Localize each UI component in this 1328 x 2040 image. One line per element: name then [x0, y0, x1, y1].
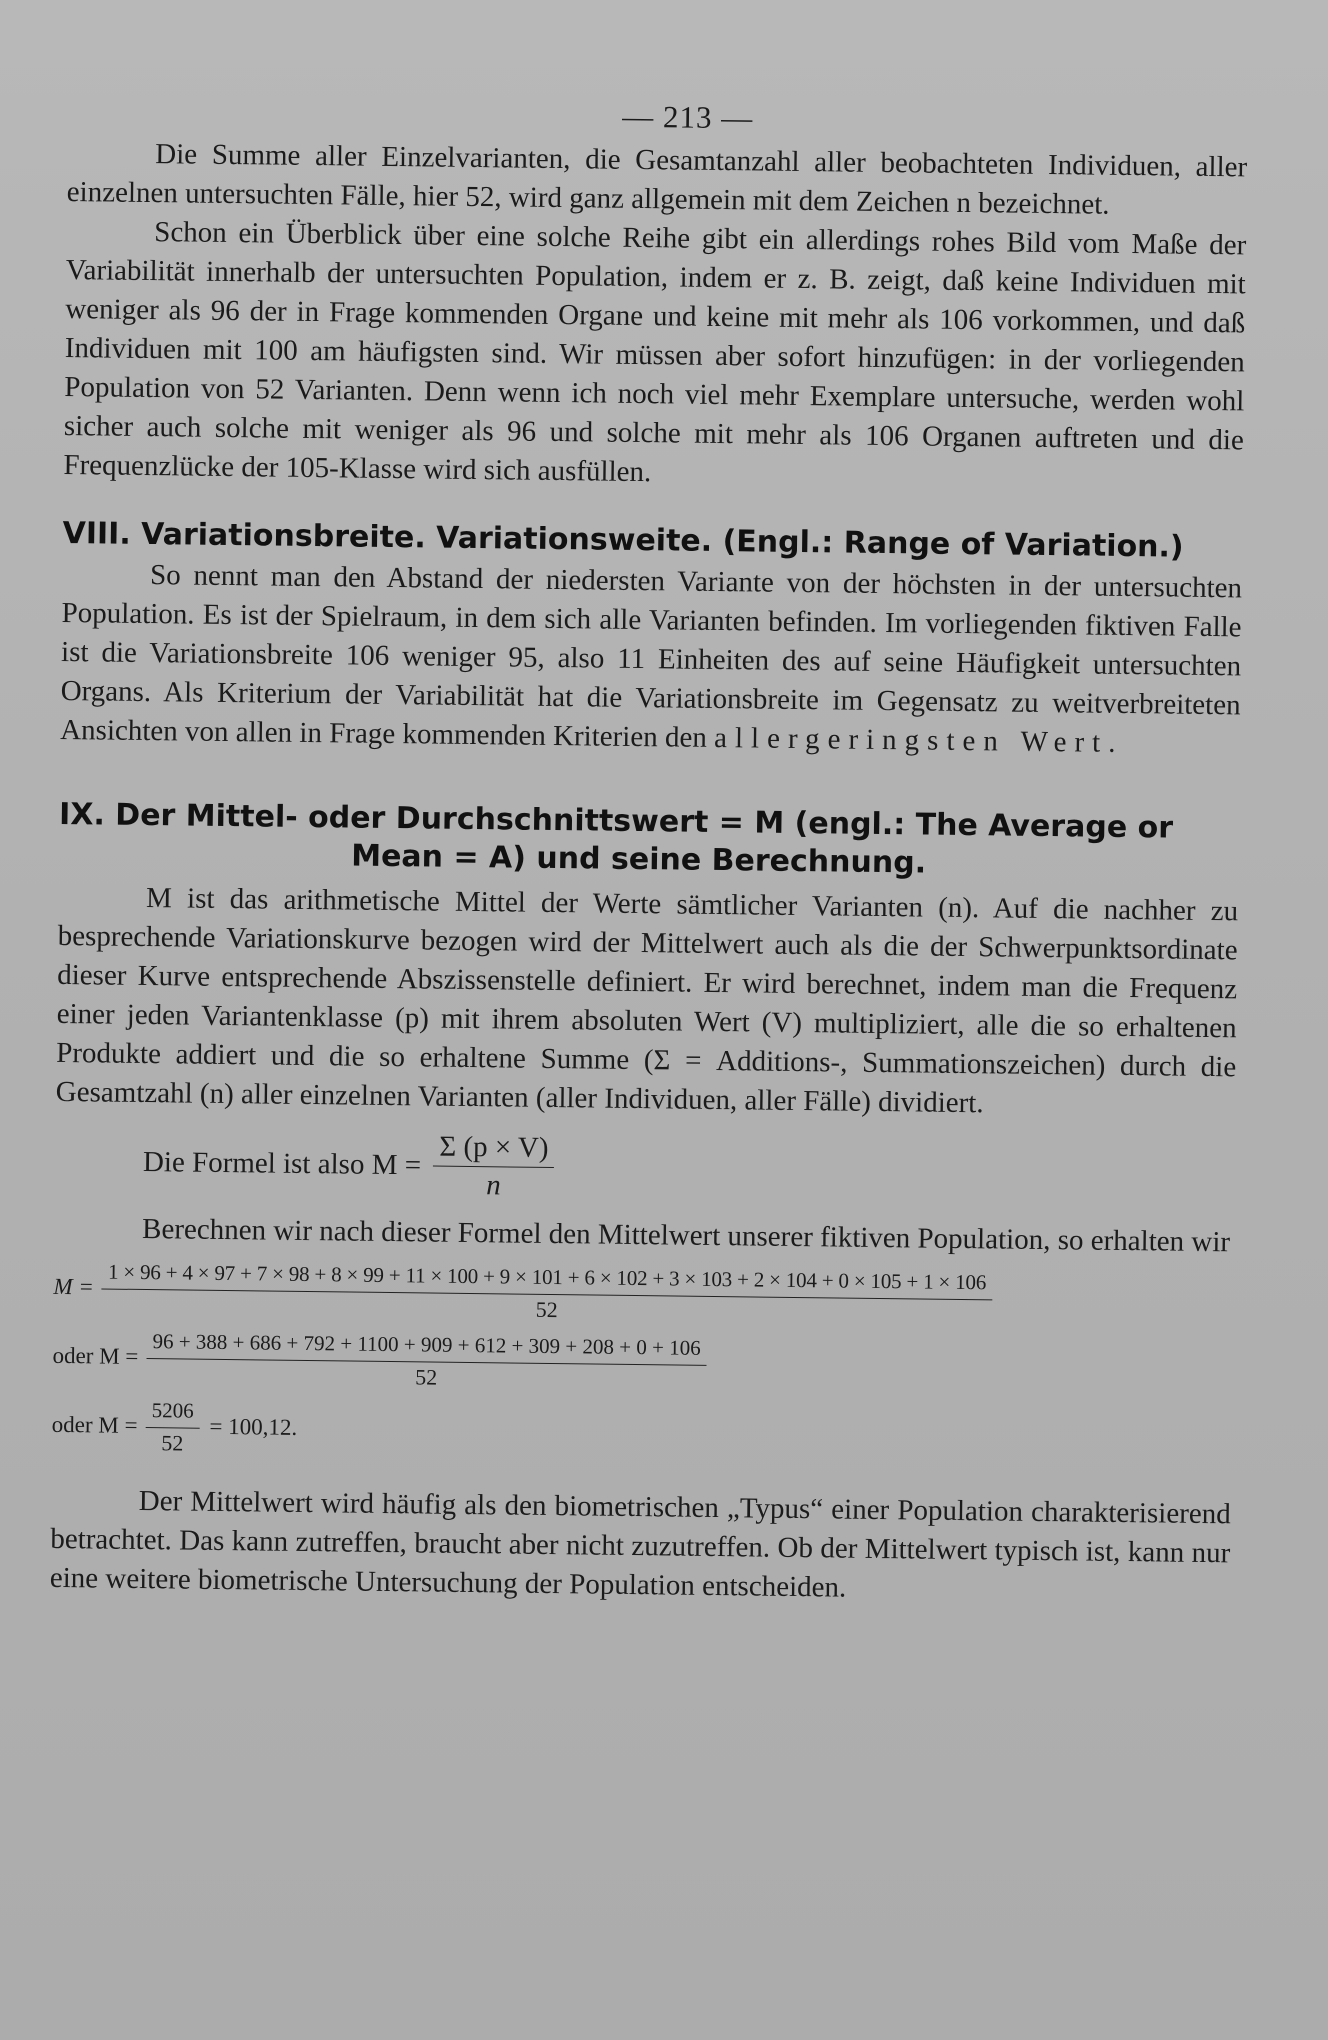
mean-formula	[55, 1126, 1236, 1211]
calc-2-fraction	[146, 1326, 707, 1394]
calc-3-lhs: oder M =	[51, 1411, 138, 1438]
paragraph-calculation-intro: Berechnen wir nach dieser Formel den Mittelwert unserer fiktiven Population, so erhalten wir	[141, 1212, 1231, 1259]
range-text-spaced: allergeringsten Wert.	[713, 721, 1124, 759]
paragraph-mean-definition: M ist das arithmetische Mittel der Werte sämtlicher Varianten (n). Auf die nachher zu besprechende Variationskurve bezogen wird der Mittelwert auch als die der Schwerpunktsordinate dieser Kurve entsprechende Abszissenstelle definiert. Er wird berechnet, indem man die Frequenz einer jeden Variantenklasse (p) mit ihrem absoluten Wert (V) multipliziert, alle die so erhaltenen Produkte addiert und die so erhaltene Summe (Σ = Additions-, Summationszeichen) durch die Gesamtzahl (n) aller einzelnen Varianten (aller Individuen, aller Fälle) dividiert.	[55, 882, 1239, 1120]
calc-3-denominator: 52	[161, 1430, 184, 1456]
calc-2-lhs: oder M =	[52, 1342, 139, 1369]
formula-denominator: n	[485, 1169, 501, 1202]
paragraph-typus: Der Mittelwert wird häufig als den biometrischen „Typus“ einer Population charakterisierend betrachtet. Das kann zutreffen, braucht aber nicht zuzutreffen. Ob der Mittelwert typisch ist, kann nur eine weitere biometrische Untersuchung der Population entscheiden.	[49, 1484, 1231, 1604]
calc-2-denominator: 52	[415, 1364, 438, 1390]
calc-1-numerator: 1 × 96 + 4 × 97 + 7 × 98 + 8 × 99 + 11 × 100 + 9 × 101 + 6 × 102 + 3 × 103 + 2 × 104 + 0 × 105 + 1 × 106	[102, 1257, 992, 1301]
section-heading-viii: VIII. Variationsbreite. Variationsweite. (Engl.: Range of Variation.)	[62, 515, 1184, 565]
calc-1-denominator: 52	[535, 1296, 558, 1323]
section-heading-ix-line1: IX. Der Mittel- oder Durchschnittswert = M (engl.: The Average or	[58, 796, 1174, 846]
calculation-line-1	[53, 1256, 1234, 1331]
calc-2-numerator: 96 + 388 + 686 + 792 + 1100 + 909 + 612 + 309 + 208 + 0 + 106	[146, 1326, 707, 1366]
calculation-line-2	[52, 1325, 1233, 1400]
calc-3-numerator: 5206	[145, 1395, 199, 1429]
paragraph-overview: Schon ein Überblick über eine solche Reihe gibt ein allerdings rohes Bild vom Maße der Variabilität innerhalb der untersuchten Population, indem er z. B. zeigt, daß keine Individuen mit weniger als 96 der in Frage kommenden Organe und keine mit mehr als 106 vorkommen, und daß Individuen mit 100 am häufigsten sind. Wir müssen aber sofort hinzufügen: in der vorliegenden Population von 52 Varianten. Denn wenn ich noch viel mehr Exemplare untersuche, werden wohl sicher auch solche mit weniger als 96 und solche mit mehr als 106 Organen auftreten und die Frequenzlücke der 105-Klasse wird sich ausfüllen.	[63, 216, 1247, 489]
calc-3-fraction	[145, 1395, 200, 1457]
paragraph-sum-of-variants: Die Summe aller Einzelvarianten, die Gesamtanzahl aller beobachteten Individuen, aller einzelnen untersuchten Fälle, hier 52, wird ganz allgemein mit dem Zeichen n bezeichnet.	[66, 138, 1248, 221]
section-heading-ix-line2: Mean = A) und seine Berechnung.	[351, 838, 927, 881]
calc-1-lhs: M =	[53, 1273, 95, 1299]
paragraph-range-of-variation	[60, 555, 1242, 764]
formula-intro: Die Formel ist also M =	[142, 1145, 422, 1182]
formula-numerator: Σ (p × V)	[433, 1131, 555, 1168]
calc-3-result: = 100,12.	[209, 1413, 298, 1440]
calc-1-fraction	[101, 1257, 992, 1329]
section-heading-ix	[58, 796, 1239, 886]
formula-fraction	[433, 1131, 555, 1203]
page-number: — 213 —	[622, 98, 754, 136]
calculation-line-3	[51, 1394, 1232, 1469]
range-text: So nennt man den Abstand der niedersten Variante von der höchsten in der untersuchten Population. Es ist der Spielraum, in dem sich alle Varianten befinden. Im vorliegenden fiktiven Falle ist die Variationsbreite 106 weniger 95, also 11 Einheiten des auf seine Häufigkeit untersuchten Organs. Als Kriterium der Variabilität hat die Variationsbreite im Gegensatz zu weitverbreiteten Ansichten von allen in Frage kommenden Kriterien den	[60, 559, 1243, 754]
page-content	[50, 92, 1248, 1612]
